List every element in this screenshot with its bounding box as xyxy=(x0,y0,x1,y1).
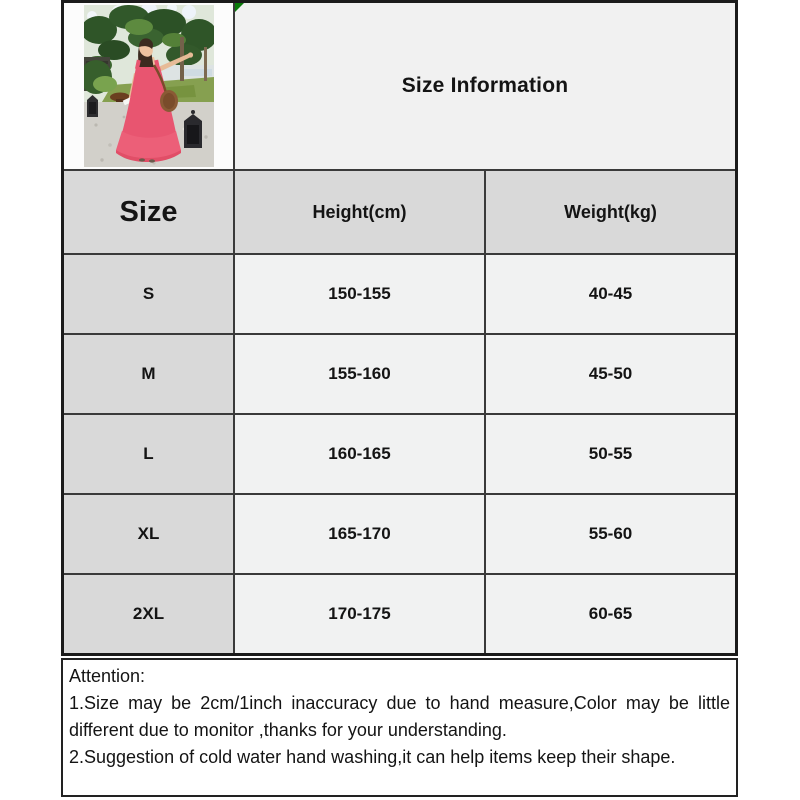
green-corner-marker-icon xyxy=(235,3,244,12)
size-label-xl: XL xyxy=(64,495,233,573)
size-label-m: M xyxy=(64,335,233,413)
column-header-height: Height(cm) xyxy=(235,171,484,253)
product-photo xyxy=(84,5,214,167)
weight-value-m: 45-50 xyxy=(486,335,735,413)
size-label-l: L xyxy=(64,415,233,493)
size-label-s: S xyxy=(64,255,233,333)
page-title: Size Information xyxy=(401,74,569,97)
height-value-xl: 165-170 xyxy=(235,495,484,573)
weight-value-s: 40-45 xyxy=(486,255,735,333)
size-chart-sheet xyxy=(61,0,738,797)
size-information-table xyxy=(61,0,738,656)
height-value-2xl: 170-175 xyxy=(235,575,484,653)
weight-value-2xl: 60-65 xyxy=(486,575,735,653)
size-label-2xl: 2XL xyxy=(64,575,233,653)
height-value-s: 150-155 xyxy=(235,255,484,333)
column-header-weight: Weight(kg) xyxy=(486,171,735,253)
title-cell xyxy=(235,3,735,169)
attention-note-2: 2.Suggestion of cold water hand washing,it can help items keep their shape. xyxy=(69,747,676,767)
attention-note-1: 1.Size may be 2cm/1inch inaccuracy due to hand measure,Color may be little different due to monitor ,thanks for your understanding. xyxy=(69,693,730,740)
height-value-m: 155-160 xyxy=(235,335,484,413)
column-header-size: Size xyxy=(64,171,233,253)
attention-heading: Attention: xyxy=(69,666,146,686)
weight-value-l: 50-55 xyxy=(486,415,735,493)
weight-value-xl: 55-60 xyxy=(486,495,735,573)
product-photo-cell xyxy=(64,3,233,169)
height-value-l: 160-165 xyxy=(235,415,484,493)
attention-box xyxy=(61,658,738,797)
